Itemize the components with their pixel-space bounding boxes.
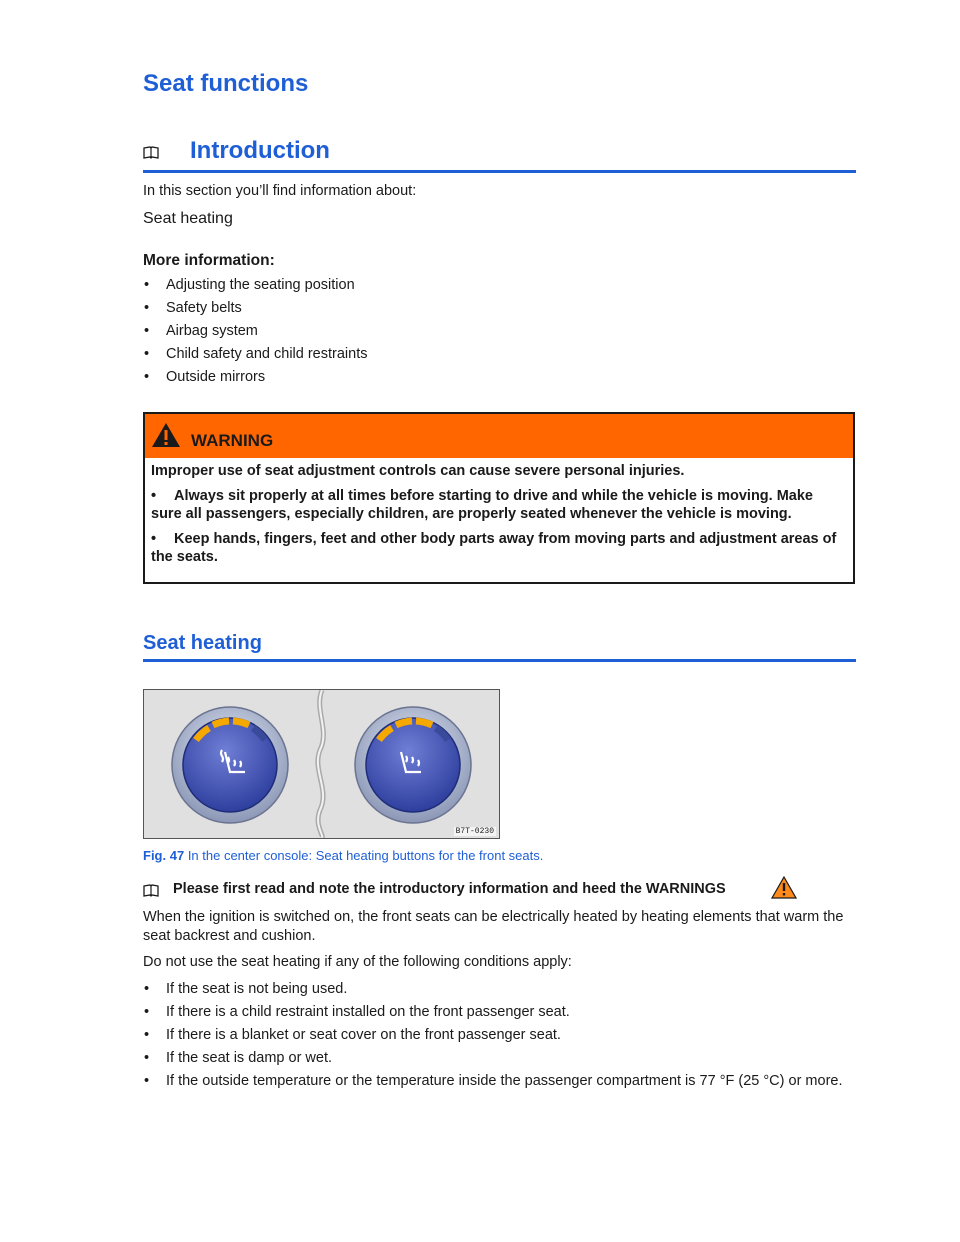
figure-number: Fig. 47 — [143, 848, 185, 863]
section-heading-introduction — [143, 137, 856, 173]
bullet-icon: • — [144, 300, 150, 316]
figure-seat-heating-buttons — [143, 689, 500, 839]
list-item[interactable]: • Outside mirrors — [144, 369, 266, 385]
bullet-icon: • — [144, 1004, 150, 1020]
bullet-icon: • — [144, 1050, 150, 1066]
bullet-icon: • — [144, 323, 150, 339]
figure-caption-text: In the center console: Seat heating buttons for the front seats. — [187, 848, 544, 863]
list-item: • If the outside temperature or the temperature inside the passenger compartment is 77 °F (25 °C) or more. — [144, 1073, 843, 1089]
introduction-heading: Introduction — [190, 137, 330, 164]
bullet-icon: • — [151, 531, 157, 547]
list-item[interactable]: • Airbag system — [144, 323, 258, 339]
read-first-note-text[interactable]: Please first read and note the introductory information and heed the WARNINGS — [173, 881, 726, 897]
figure-caption — [143, 848, 543, 863]
warning-header — [145, 414, 853, 458]
warning-triangle-icon[interactable] — [771, 876, 797, 899]
list-item: • If the seat is not being used. — [144, 981, 348, 997]
bullet-icon: • — [144, 277, 150, 293]
warning-body — [145, 458, 853, 566]
seat-heating-illustration — [144, 690, 499, 838]
right-seat-heating-button — [355, 707, 471, 823]
warning-item: • Always sit properly at all times before starting to drive and while the vehicle is moving. Make sure all passengers, especially children, are properly seated whenever the vehicle is moving. — [151, 488, 813, 522]
paragraph-ignition: When the ignition is switched on, the front seats can be electrically heated by heating elements that warm the seat backrest and cushion. — [143, 909, 844, 944]
list-item: • If there is a blanket or seat cover on the front passenger seat. — [144, 1027, 561, 1043]
bullet-icon: • — [144, 369, 150, 385]
list-item: • If the seat is damp or wet. — [144, 1050, 333, 1066]
list-item: • If there is a child restraint installed on the front passenger seat. — [144, 1004, 570, 1020]
warning-item: • Keep hands, fingers, feet and other body parts away from moving parts and adjustment areas of the seats. — [151, 531, 837, 565]
list-item[interactable]: • Child safety and child restraints — [144, 346, 368, 362]
bullet-icon: • — [144, 1073, 150, 1089]
page-title: Seat functions — [143, 70, 309, 97]
warning-triangle-icon — [151, 422, 181, 448]
section-heading-seat-heating — [143, 632, 856, 662]
list-item[interactable]: • Safety belts — [144, 300, 242, 316]
bullet-icon: • — [144, 981, 150, 997]
seat-heating-heading: Seat heating — [143, 632, 262, 654]
conditions-list — [143, 980, 856, 1091]
bullet-icon: • — [151, 488, 157, 504]
warning-box — [143, 412, 855, 584]
topic-seat-heating[interactable]: Seat heating — [143, 210, 233, 227]
more-info-label: More information: — [143, 252, 275, 269]
intro-lead: In this section you’ll find information about: — [143, 183, 417, 199]
left-seat-heating-button — [172, 707, 288, 823]
bullet-icon: • — [144, 1027, 150, 1043]
warning-label: WARNING — [191, 431, 274, 450]
book-icon — [143, 146, 159, 160]
book-icon — [143, 884, 159, 898]
figure-code: B7T-0230 — [455, 827, 494, 836]
list-item[interactable]: • Adjusting the seating position — [144, 277, 355, 293]
paragraph-conditions-intro: Do not use the seat heating if any of the following conditions apply: — [143, 954, 572, 970]
warning-intro: Improper use of seat adjustment controls can cause severe personal injuries. — [151, 463, 685, 479]
bullet-icon: • — [144, 346, 150, 362]
more-info-list — [143, 276, 856, 387]
